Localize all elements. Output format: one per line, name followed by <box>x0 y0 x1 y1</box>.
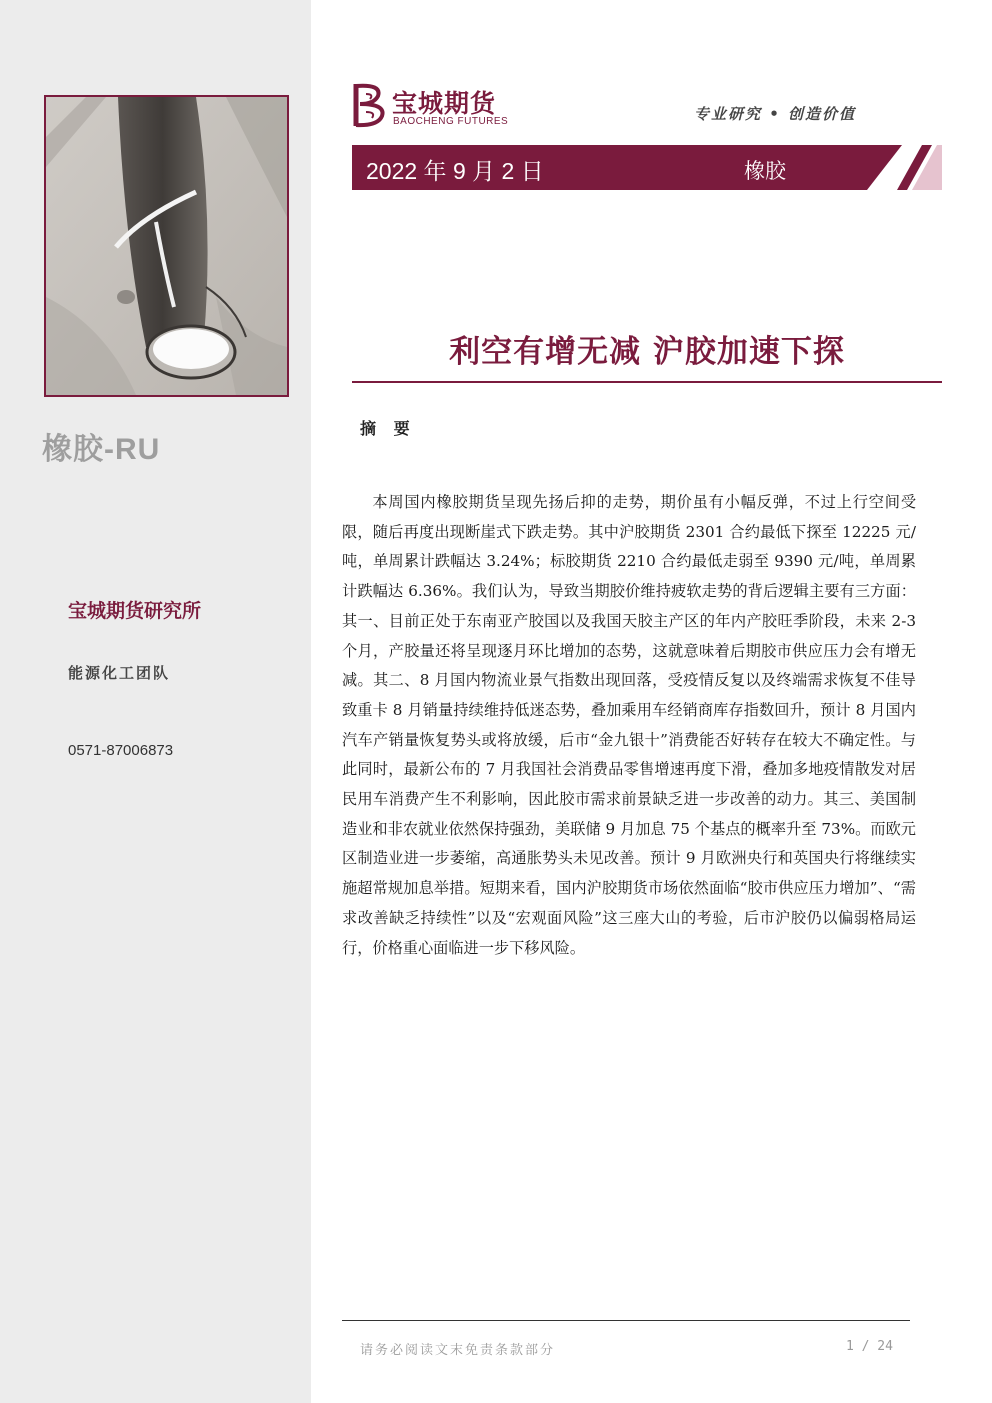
report-category: 橡胶 <box>744 159 786 183</box>
contact-phone: 0571-87006873 <box>68 742 174 759</box>
date-band <box>352 145 942 190</box>
logo-english-name: BAOCHENG FUTURES <box>393 116 509 127</box>
team-name: 能源化工团队 <box>68 664 171 682</box>
report-date: 2022 年 9 月 2 日 <box>366 158 544 184</box>
company-slogan: 专业研究 • 创造价值 <box>694 105 857 123</box>
rubber-tapping-image <box>46 97 287 395</box>
abstract-paragraph: 本周国内橡胶期货呈现先扬后抑的走势，期价虽有小幅反弹，不过上行空间受限，随后再度出现断崖式下跌走势。其中沪胶期货 2301 合约最低下探至 12225 元/吨，单周累计跌幅达 3.24%；标胶期货 2210 合约最低走弱至 9390 元/吨，单周累计跌幅达 6.36%。我们认为，导致当期胶价维持疲软走势的背后逻辑主要有三方面：其一、目前正处于东南亚产胶国以及我国天胶主产区的年内产胶旺季阶段，未来 2-3 个月，产胶量还将呈现逐月环比增加的态势，这就意味着后期胶市供应压力会有增无减。其二、8 月国内物流业景气指数出现回落，受疫情反复以及终端需求恢复不佳导致重卡 8 月销量持续维持低迷态势，叠加乘用车经销商库存指数回升，预计 8 月国内汽车产销量恢复势头或将放缓，后市“金九银十”消费能否好转存在较大不确定性。与此同时，最新公布的 7 月我国社会消费品零售增速再度下滑，叠加多地疫情散发对居民用车消费产生不利影响，因此胶市需求前景缺乏进一步改善的动力。其三、美国制造业和非农就业依然保持强劲，美联储 9 月加息 75 个基点的概率升至 73%。而欧元区制造业进一步萎缩，高通胀势头未见改善。预计 9 月欧洲央行和英国央行将继续实施超常规加息举措。短期来看，国内沪胶期货市场依然面临“胶市供应压力增加”、“需求改善缺乏持续性”以及“宏观面风险”这三座大山的考验，后市沪胶仍以偏弱格局运行，价格重心面临进一步下移风险。 <box>342 493 916 957</box>
title-divider <box>352 381 942 383</box>
company-logo <box>352 80 532 132</box>
report-title: 利空有增无减 沪胶加速下探 <box>449 334 845 370</box>
footer-divider <box>342 1320 910 1321</box>
abstract-heading: 摘 要 <box>360 419 416 438</box>
logo-b-icon <box>352 82 388 128</box>
product-name: 橡胶-RU <box>42 433 161 466</box>
sidebar <box>0 0 311 1403</box>
footer-disclaimer: 请务必阅读文末免责条款部分 <box>360 1343 556 1358</box>
research-institute: 宝城期货研究所 <box>68 600 202 622</box>
logo-chinese-name: 宝城期货 <box>392 89 497 118</box>
cover-photo-rubber-tree <box>44 95 289 397</box>
page-number: 1 / 24 <box>846 1339 893 1354</box>
